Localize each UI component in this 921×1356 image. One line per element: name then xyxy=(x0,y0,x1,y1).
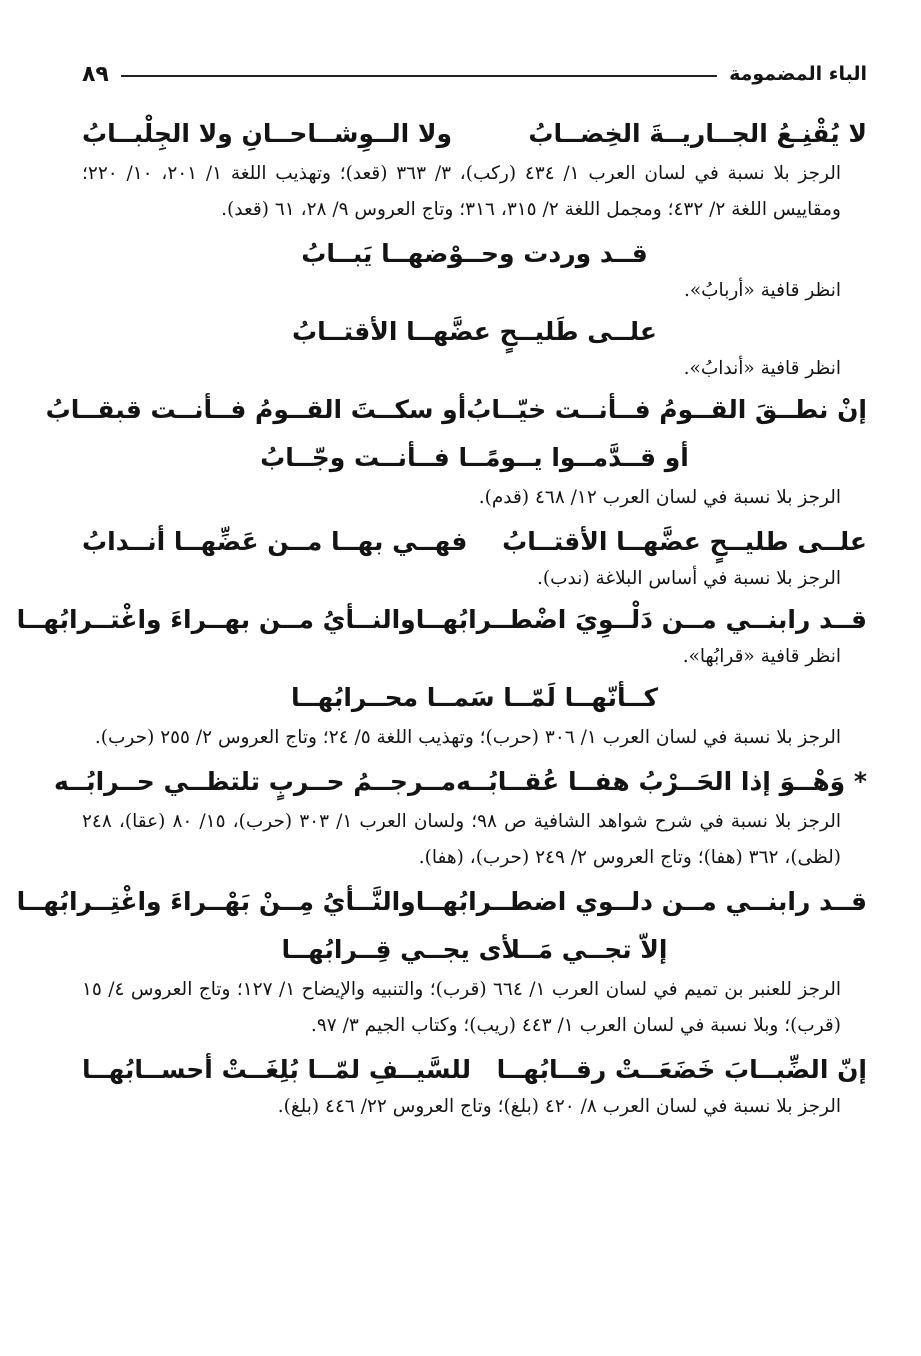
entry xyxy=(82,1048,867,1122)
verse-first-hemistich: * وَهْــوَ إذا الحَــرْبُ هفــا عُقــابُــه xyxy=(456,767,867,796)
verse-line xyxy=(82,520,867,564)
source-note: الرجز بلا نسبة في لسان العرب ٨/ ٤٢٠ (بلغ)؛ وتاج العروس ٢٢/ ٤٤٦ (بلغ). xyxy=(277,1096,841,1117)
verse-line xyxy=(82,112,867,156)
page-number: ٨٩ xyxy=(82,61,109,87)
page-content xyxy=(16,108,867,1122)
header-rule xyxy=(121,75,717,77)
source-note: الرجز بلا نسبة في لسان العرب ١/ ٣٠٦ (حرب)؛ وتهذيب اللغة ٥/ ٢٤؛ وتاج العروس ٢/ ٢٥٥ (حرب). xyxy=(94,727,841,748)
verse-second-hemistich: ولا الــوِشــاحــانِ ولا الجِلْبــابُ xyxy=(82,119,453,148)
verse-line-single: إلاّ تجــي مَــلأى يجــي قِــرابُهــا xyxy=(281,935,668,964)
verse-second-hemistich: للسَّيــفِ لمّــا بُلِغَــتْ أحســابُهــا xyxy=(82,1055,471,1084)
book-page xyxy=(16,0,867,1356)
source-note: الرجز بلا نسبة في لسان العرب ١٢/ ٤٦٨ (قدم). xyxy=(478,487,841,508)
source-note: الرجز بلا نسبة في أساس البلاغة (ندب). xyxy=(537,568,841,589)
verse-line-single: أو قــدَّمــوا يــومًــا فــأنــت وجّــابُ xyxy=(260,443,689,472)
source-note: الرجز بلا نسبة في لسان العرب ١/ ٤٣٤ (ركب)، ٣/ ٣٦٣ (قعد)؛ وتهذيب اللغة ١/ ٢٠١، ١٠/ ٢٢٠؛ ومقاييس اللغة ٢/ ٤٣٢؛ ومجمل اللغة ٢/ ٣١٥، ٣١٦؛ وتاج العروس ٩/ ٢٨، ٦١ (قعد). xyxy=(82,163,842,220)
verse-first-hemistich: لا يُقْنِـعُ الجــاريــةَ الخِضــابُ xyxy=(528,119,867,148)
verse-line xyxy=(45,388,867,432)
entry xyxy=(82,232,867,306)
verse-line xyxy=(82,1048,867,1092)
entry xyxy=(82,112,867,228)
cross-reference-note: انظر قافية «أربابُ». xyxy=(683,280,841,301)
verse-first-hemistich: قــد رابنــي مــن دلــوي اضطــرابُهــا xyxy=(415,887,867,916)
entry xyxy=(82,310,867,384)
entry xyxy=(82,520,867,594)
verse-second-hemistich: أو سكــتَ القــومُ فــأنــت قبقــابُ xyxy=(45,395,467,424)
verse-first-hemistich: إنّ الضِّبــابَ خَضَعَــتْ رقــابُهــا xyxy=(496,1055,867,1084)
verse-line-single: علــى طَليــحٍ عضَّهــا الأقتــابُ xyxy=(292,317,657,346)
verse-second-hemistich: والنَّــأيُ مِــنْ بَهْــراءَ واغْتِــرابُهــا xyxy=(16,887,416,916)
entry xyxy=(53,760,867,876)
verse-line xyxy=(16,598,867,642)
verse-second-hemistich: والنــأيُ مــن بهــراءَ واغْتــرابُهــا xyxy=(16,605,416,634)
verse-line-single: كــأنّهــا لَمّــا سَمــا محــرابُهــا xyxy=(290,683,659,712)
running-title: الباء المضمومة xyxy=(729,63,867,85)
source-note: الرجز للعنبر بن تميم في لسان العرب ١/ ٦٦٤ (قرب)؛ والتنبيه والإيضاح ١/ ١٢٧؛ وتاج العروس ٤/ ١٥ (قرب)؛ وبلا نسبة في لسان العرب ١/ ٤٤٣ (ريب)؛ وكتاب الجيم ٣/ ٩٧. xyxy=(82,979,841,1036)
entry xyxy=(45,388,867,516)
verse-second-hemistich: مــرجــمُ حــربٍ تلتظــي حــرابُــه xyxy=(53,767,457,796)
entry xyxy=(82,676,867,756)
entry xyxy=(16,880,867,1044)
verse-first-hemistich: إنْ نطــقَ القــومُ فــأنــت خيّــابُ xyxy=(466,395,867,424)
source-note: الرجز بلا نسبة في شرح شواهد الشافية ص ٩٨؛ ولسان العرب ١/ ٣٠٣ (حرب)، ١٥/ ٨٠ (عقا)، ٢٤٨ (لظى)، ٣٦٢ (هفا)؛ وتاج العروس ٢/ ٢٤٩ (حرب)، (هفا). xyxy=(82,811,841,868)
verse-line xyxy=(16,880,867,924)
verse-first-hemistich: قــد رابنــي مــن دَلْــوِيَ اضْطــرابُهــا xyxy=(415,605,867,634)
entry xyxy=(16,598,867,672)
cross-reference-note: انظر قافية «أندابُ». xyxy=(683,358,841,379)
verse-line-single: قــد وردت وحــوْضهــا يَبــابُ xyxy=(301,239,648,268)
verse-second-hemistich: فهــي بهــا مــن عَضِّهــا أنــدابُ xyxy=(82,527,468,556)
page-header xyxy=(82,56,867,92)
verse-line xyxy=(53,760,867,804)
verse-first-hemistich: علــى طليــحٍ عضَّهــا الأقتــابُ xyxy=(502,527,867,556)
cross-reference-note: انظر قافية «قرابُها». xyxy=(682,646,841,667)
